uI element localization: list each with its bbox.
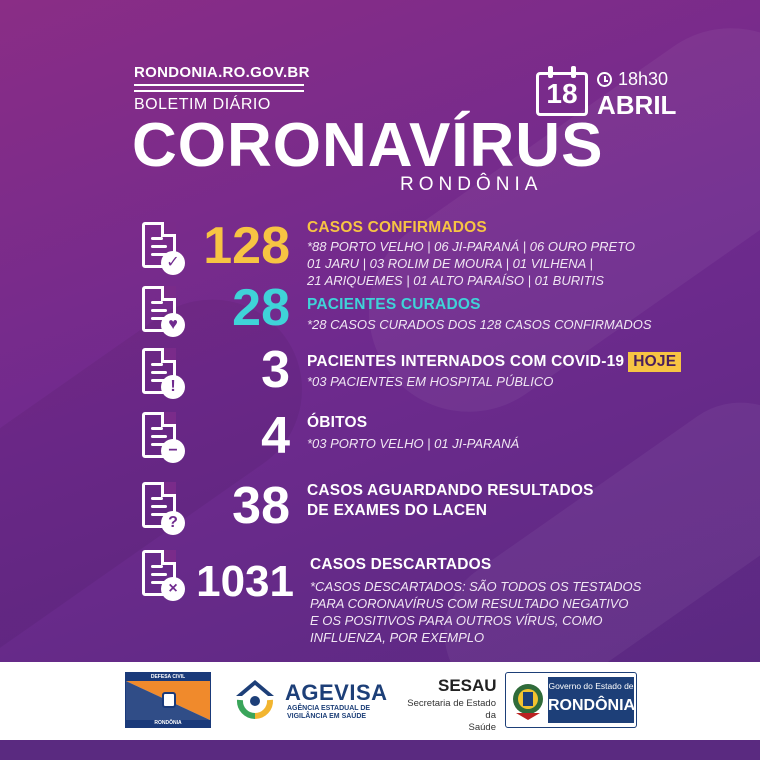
agevisa-subtitle: AGÊNCIA ESTADUAL DE VIGILÂNCIA EM SAÚDE	[287, 705, 371, 720]
page-title: CORONAVÍRUS	[132, 111, 604, 180]
hospitalized-title: PACIENTES INTERNADOS COM COVID-19 HOJE	[307, 352, 681, 372]
cured-count: 28	[232, 279, 290, 337]
today-tag: HOJE	[628, 352, 681, 372]
footer-logos	[0, 662, 760, 740]
alert-badge-icon: !	[161, 375, 185, 399]
bulletin-label: BOLETIM DIÁRIO	[134, 96, 271, 113]
minus-badge-icon: −	[161, 439, 185, 463]
document-alert-icon	[142, 348, 176, 394]
awaiting-title-2: DE EXAMES DO LACEN	[307, 502, 488, 519]
page-subtitle: RONDÔNIA	[400, 174, 543, 195]
deaths-count: 4	[261, 407, 290, 465]
deaths-note: *03 PORTO VELHO | 01 JI-PARANÁ	[307, 436, 520, 451]
url-underline	[134, 84, 304, 86]
calendar-ring	[548, 66, 553, 78]
question-badge-icon: ?	[161, 511, 185, 535]
document-minus-icon	[142, 412, 176, 458]
bulletin-time: 18h30	[618, 69, 669, 89]
defesa-civil-logo: DEFESA CIVIL RONDÔNIA	[125, 672, 211, 728]
state-emblem-icon	[510, 679, 546, 721]
heart-badge-icon: ♥	[161, 313, 185, 337]
hospitalized-count: 3	[261, 341, 290, 399]
document-x-icon	[142, 550, 176, 596]
awaiting-title: CASOS AGUARDANDO RESULTADOS	[307, 482, 594, 499]
confirmed-count: 128	[203, 217, 290, 275]
url-underline	[134, 90, 304, 92]
document-check-icon	[142, 222, 180, 271]
footer-bar	[0, 740, 760, 760]
discarded-title: CASOS DESCARTADOS	[310, 556, 492, 573]
bulletin-month: ABRIL	[597, 90, 677, 120]
agevisa-logo-icon	[232, 676, 278, 722]
confirmed-note: *88 PORTO VELHO | 06 JI-PARANÁ | 06 OURO PRETO 01 JARU | 03 ROLIM DE MOURA | 01 VILHENA | 21 ARIQUEMES | 01 ALTO PARAÍSO | 01 BURITIS	[307, 239, 636, 288]
document-question-icon	[142, 482, 178, 531]
sesau-name: SESAU	[438, 676, 497, 695]
check-badge-icon: ✓	[161, 251, 185, 275]
hospitalized-note: *03 PACIENTES EM HOSPITAL PÚBLICO	[307, 374, 554, 389]
agevisa-name: AGEVISA	[285, 680, 388, 705]
emblem-icon	[162, 692, 176, 708]
sesau-subtitle: Secretaria de Estado da Saúde	[407, 698, 496, 733]
cured-note: *28 CASOS CURADOS DOS 128 CASOS CONFIRMADOS	[307, 317, 652, 332]
site-url[interactable]: RONDONIA.RO.GOV.BR	[134, 64, 310, 81]
governo-rondonia-logo: Governo do Estado de RONDÔNIA	[505, 672, 637, 728]
awaiting-count: 38	[232, 477, 290, 535]
discarded-count: 1031	[196, 557, 294, 606]
calendar-day: 18	[546, 78, 578, 109]
deaths-title: ÓBITOS	[307, 414, 368, 431]
document-heart-icon	[142, 286, 176, 332]
confirmed-title: CASOS CONFIRMADOS	[307, 219, 487, 236]
x-badge-icon: ×	[161, 577, 185, 601]
cured-title: PACIENTES CURADOS	[307, 296, 481, 313]
clock-icon	[597, 72, 612, 87]
discarded-note: *CASOS DESCARTADOS: SÃO TODOS OS TESTADOS PARA CORONAVÍRUS COM RESULTADO NEGATIVO E OS POSITIVOS PARA OUTROS VÍRUS, COMO INFLUENZA, POR EXEMPLO	[310, 579, 642, 645]
calendar-ring	[571, 66, 576, 78]
calendar-icon	[536, 72, 588, 116]
